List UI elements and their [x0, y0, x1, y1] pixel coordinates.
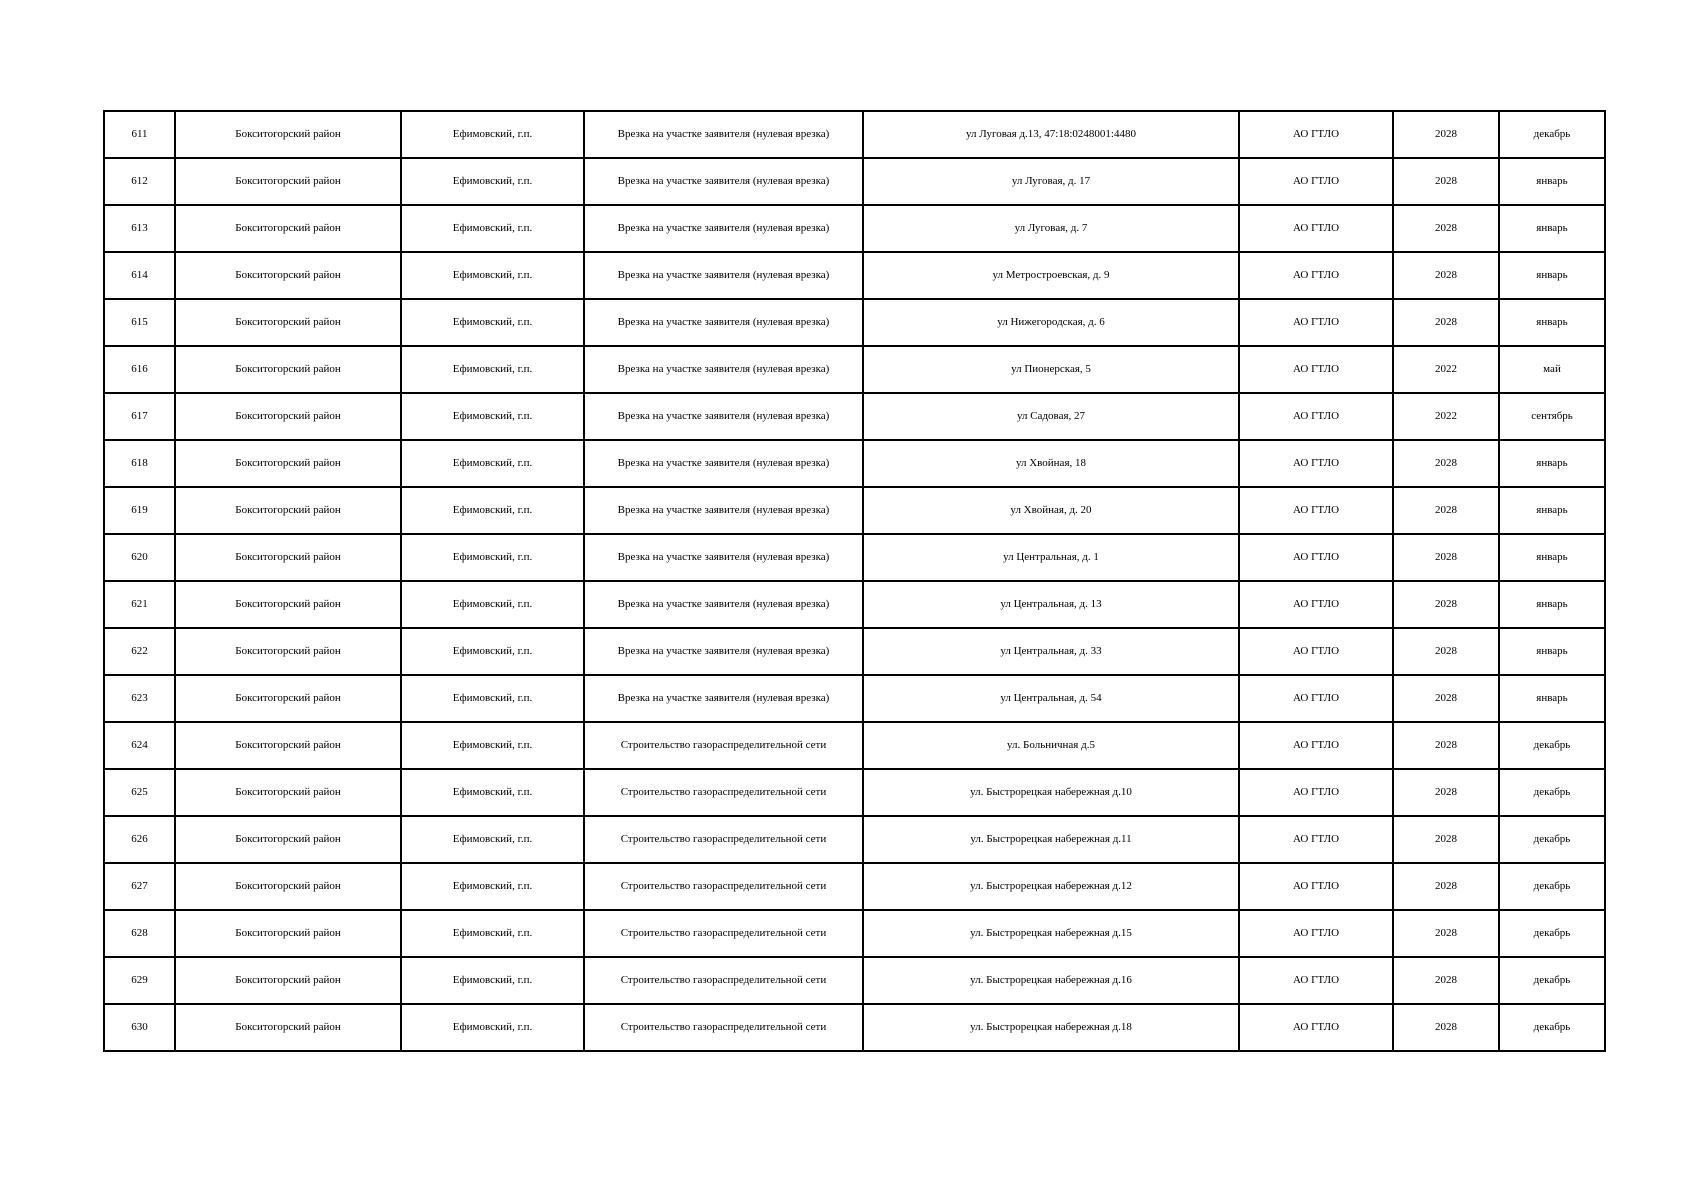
organization-cell: АО ГТЛО	[1239, 675, 1393, 722]
organization-cell: АО ГТЛО	[1239, 346, 1393, 393]
year-cell: 2028	[1393, 299, 1499, 346]
row-number-cell: 619	[104, 487, 175, 534]
table-row	[104, 393, 1605, 440]
district-cell: Бокситогорский район	[175, 487, 401, 534]
row-number-cell: 630	[104, 1004, 175, 1051]
organization-cell: АО ГТЛО	[1239, 111, 1393, 158]
address-cell: ул Луговая, д. 7	[863, 205, 1239, 252]
month-cell: январь	[1499, 252, 1605, 299]
organization-cell: АО ГТЛО	[1239, 393, 1393, 440]
month-cell: декабрь	[1499, 769, 1605, 816]
work-type-cell: Врезка на участке заявителя (нулевая врезка)	[584, 158, 863, 205]
organization-cell: АО ГТЛО	[1239, 910, 1393, 957]
address-cell: ул. Быстрорецкая набережная д.15	[863, 910, 1239, 957]
month-cell: декабрь	[1499, 1004, 1605, 1051]
row-number-cell: 616	[104, 346, 175, 393]
year-cell: 2028	[1393, 769, 1499, 816]
address-cell: ул. Быстрорецкая набережная д.16	[863, 957, 1239, 1004]
row-number-cell: 621	[104, 581, 175, 628]
table-row	[104, 346, 1605, 393]
table-row	[104, 863, 1605, 910]
table-row	[104, 675, 1605, 722]
address-cell: ул Нижегородская, д. 6	[863, 299, 1239, 346]
address-cell: ул. Больничная д.5	[863, 722, 1239, 769]
table-row	[104, 111, 1605, 158]
settlement-cell: Ефимовский, г.п.	[401, 393, 584, 440]
row-number-cell: 628	[104, 910, 175, 957]
month-cell: декабрь	[1499, 816, 1605, 863]
row-number-cell: 626	[104, 816, 175, 863]
year-cell: 2028	[1393, 957, 1499, 1004]
year-cell: 2022	[1393, 346, 1499, 393]
address-cell: ул. Быстрорецкая набережная д.12	[863, 863, 1239, 910]
address-cell: ул Центральная, д. 33	[863, 628, 1239, 675]
table-row	[104, 440, 1605, 487]
table-row	[104, 205, 1605, 252]
organization-cell: АО ГТЛО	[1239, 205, 1393, 252]
row-number-cell: 617	[104, 393, 175, 440]
work-type-cell: Врезка на участке заявителя (нулевая врезка)	[584, 675, 863, 722]
month-cell: декабрь	[1499, 957, 1605, 1004]
organization-cell: АО ГТЛО	[1239, 158, 1393, 205]
year-cell: 2028	[1393, 252, 1499, 299]
month-cell: январь	[1499, 581, 1605, 628]
month-cell: январь	[1499, 205, 1605, 252]
work-type-cell: Врезка на участке заявителя (нулевая врезка)	[584, 252, 863, 299]
organization-cell: АО ГТЛО	[1239, 581, 1393, 628]
year-cell: 2022	[1393, 393, 1499, 440]
year-cell: 2028	[1393, 487, 1499, 534]
settlement-cell: Ефимовский, г.п.	[401, 581, 584, 628]
settlement-cell: Ефимовский, г.п.	[401, 910, 584, 957]
month-cell: декабрь	[1499, 111, 1605, 158]
settlement-cell: Ефимовский, г.п.	[401, 628, 584, 675]
row-number-cell: 629	[104, 957, 175, 1004]
year-cell: 2028	[1393, 1004, 1499, 1051]
settlement-cell: Ефимовский, г.п.	[401, 675, 584, 722]
table-row	[104, 581, 1605, 628]
year-cell: 2028	[1393, 910, 1499, 957]
settlement-cell: Ефимовский, г.п.	[401, 111, 584, 158]
year-cell: 2028	[1393, 534, 1499, 581]
address-cell: ул Луговая д.13, 47:18:0248001:4480	[863, 111, 1239, 158]
address-cell: ул. Быстрорецкая набережная д.18	[863, 1004, 1239, 1051]
settlement-cell: Ефимовский, г.п.	[401, 769, 584, 816]
table-body	[104, 111, 1605, 1051]
organization-cell: АО ГТЛО	[1239, 769, 1393, 816]
district-cell: Бокситогорский район	[175, 1004, 401, 1051]
month-cell: январь	[1499, 440, 1605, 487]
month-cell: январь	[1499, 487, 1605, 534]
work-type-cell: Врезка на участке заявителя (нулевая врезка)	[584, 487, 863, 534]
organization-cell: АО ГТЛО	[1239, 440, 1393, 487]
district-cell: Бокситогорский район	[175, 205, 401, 252]
settlement-cell: Ефимовский, г.п.	[401, 252, 584, 299]
table-row	[104, 957, 1605, 1004]
row-number-cell: 623	[104, 675, 175, 722]
row-number-cell: 611	[104, 111, 175, 158]
table-row	[104, 722, 1605, 769]
organization-cell: АО ГТЛО	[1239, 628, 1393, 675]
address-cell: ул Хвойная, 18	[863, 440, 1239, 487]
work-type-cell: Врезка на участке заявителя (нулевая врезка)	[584, 440, 863, 487]
settlement-cell: Ефимовский, г.п.	[401, 722, 584, 769]
district-cell: Бокситогорский район	[175, 581, 401, 628]
organization-cell: АО ГТЛО	[1239, 816, 1393, 863]
table-row	[104, 252, 1605, 299]
district-cell: Бокситогорский район	[175, 722, 401, 769]
table-row	[104, 534, 1605, 581]
year-cell: 2028	[1393, 440, 1499, 487]
address-cell: ул Метростроевская, д. 9	[863, 252, 1239, 299]
work-type-cell: Врезка на участке заявителя (нулевая врезка)	[584, 205, 863, 252]
year-cell: 2028	[1393, 581, 1499, 628]
settlement-cell: Ефимовский, г.п.	[401, 487, 584, 534]
district-cell: Бокситогорский район	[175, 957, 401, 1004]
month-cell: май	[1499, 346, 1605, 393]
district-cell: Бокситогорский район	[175, 816, 401, 863]
year-cell: 2028	[1393, 628, 1499, 675]
settlement-cell: Ефимовский, г.п.	[401, 205, 584, 252]
settlement-cell: Ефимовский, г.п.	[401, 534, 584, 581]
work-type-cell: Строительство газораспределительной сети	[584, 722, 863, 769]
address-cell: ул Луговая, д. 17	[863, 158, 1239, 205]
month-cell: январь	[1499, 534, 1605, 581]
address-cell: ул Хвойная, д. 20	[863, 487, 1239, 534]
settlement-cell: Ефимовский, г.п.	[401, 1004, 584, 1051]
row-number-cell: 615	[104, 299, 175, 346]
settlement-cell: Ефимовский, г.п.	[401, 158, 584, 205]
table-row	[104, 1004, 1605, 1051]
organization-cell: АО ГТЛО	[1239, 487, 1393, 534]
work-type-cell: Врезка на участке заявителя (нулевая врезка)	[584, 581, 863, 628]
table-row	[104, 487, 1605, 534]
year-cell: 2028	[1393, 111, 1499, 158]
row-number-cell: 620	[104, 534, 175, 581]
row-number-cell: 613	[104, 205, 175, 252]
address-cell: ул Центральная, д. 54	[863, 675, 1239, 722]
district-cell: Бокситогорский район	[175, 440, 401, 487]
address-cell: ул Центральная, д. 13	[863, 581, 1239, 628]
month-cell: сентябрь	[1499, 393, 1605, 440]
address-cell: ул. Быстрорецкая набережная д.10	[863, 769, 1239, 816]
district-cell: Бокситогорский район	[175, 252, 401, 299]
table-row	[104, 158, 1605, 205]
address-cell: ул Садовая, 27	[863, 393, 1239, 440]
address-cell: ул Центральная, д. 1	[863, 534, 1239, 581]
table-row	[104, 910, 1605, 957]
work-type-cell: Врезка на участке заявителя (нулевая врезка)	[584, 111, 863, 158]
month-cell: декабрь	[1499, 863, 1605, 910]
settlement-cell: Ефимовский, г.п.	[401, 863, 584, 910]
organization-cell: АО ГТЛО	[1239, 534, 1393, 581]
row-number-cell: 627	[104, 863, 175, 910]
organization-cell: АО ГТЛО	[1239, 722, 1393, 769]
year-cell: 2028	[1393, 205, 1499, 252]
district-cell: Бокситогорский район	[175, 769, 401, 816]
district-cell: Бокситогорский район	[175, 675, 401, 722]
settlement-cell: Ефимовский, г.п.	[401, 346, 584, 393]
settlement-cell: Ефимовский, г.п.	[401, 816, 584, 863]
month-cell: январь	[1499, 628, 1605, 675]
address-cell: ул. Быстрорецкая набережная д.11	[863, 816, 1239, 863]
organization-cell: АО ГТЛО	[1239, 299, 1393, 346]
work-type-cell: Строительство газораспределительной сети	[584, 816, 863, 863]
table-row	[104, 816, 1605, 863]
month-cell: декабрь	[1499, 910, 1605, 957]
row-number-cell: 625	[104, 769, 175, 816]
district-cell: Бокситогорский район	[175, 628, 401, 675]
district-cell: Бокситогорский район	[175, 299, 401, 346]
row-number-cell: 622	[104, 628, 175, 675]
month-cell: декабрь	[1499, 722, 1605, 769]
settlement-cell: Ефимовский, г.п.	[401, 299, 584, 346]
organization-cell: АО ГТЛО	[1239, 1004, 1393, 1051]
row-number-cell: 618	[104, 440, 175, 487]
district-cell: Бокситогорский район	[175, 346, 401, 393]
work-type-cell: Строительство газораспределительной сети	[584, 769, 863, 816]
district-cell: Бокситогорский район	[175, 863, 401, 910]
organization-cell: АО ГТЛО	[1239, 863, 1393, 910]
address-cell: ул Пионерская, 5	[863, 346, 1239, 393]
organization-cell: АО ГТЛО	[1239, 252, 1393, 299]
year-cell: 2028	[1393, 863, 1499, 910]
settlement-cell: Ефимовский, г.п.	[401, 957, 584, 1004]
month-cell: январь	[1499, 675, 1605, 722]
month-cell: январь	[1499, 299, 1605, 346]
work-type-cell: Врезка на участке заявителя (нулевая врезка)	[584, 299, 863, 346]
work-type-cell: Врезка на участке заявителя (нулевая врезка)	[584, 628, 863, 675]
year-cell: 2028	[1393, 675, 1499, 722]
organization-cell: АО ГТЛО	[1239, 957, 1393, 1004]
year-cell: 2028	[1393, 158, 1499, 205]
data-table	[103, 110, 1606, 1052]
month-cell: январь	[1499, 158, 1605, 205]
district-cell: Бокситогорский район	[175, 910, 401, 957]
district-cell: Бокситогорский район	[175, 534, 401, 581]
work-type-cell: Врезка на участке заявителя (нулевая врезка)	[584, 346, 863, 393]
work-type-cell: Строительство газораспределительной сети	[584, 1004, 863, 1051]
work-type-cell: Врезка на участке заявителя (нулевая врезка)	[584, 534, 863, 581]
table-row	[104, 299, 1605, 346]
row-number-cell: 614	[104, 252, 175, 299]
work-type-cell: Строительство газораспределительной сети	[584, 910, 863, 957]
table-row	[104, 769, 1605, 816]
row-number-cell: 624	[104, 722, 175, 769]
year-cell: 2028	[1393, 816, 1499, 863]
district-cell: Бокситогорский район	[175, 111, 401, 158]
district-cell: Бокситогорский район	[175, 393, 401, 440]
row-number-cell: 612	[104, 158, 175, 205]
work-type-cell: Врезка на участке заявителя (нулевая врезка)	[584, 393, 863, 440]
year-cell: 2028	[1393, 722, 1499, 769]
table-row	[104, 628, 1605, 675]
settlement-cell: Ефимовский, г.п.	[401, 440, 584, 487]
district-cell: Бокситогорский район	[175, 158, 401, 205]
work-type-cell: Строительство газораспределительной сети	[584, 863, 863, 910]
work-type-cell: Строительство газораспределительной сети	[584, 957, 863, 1004]
